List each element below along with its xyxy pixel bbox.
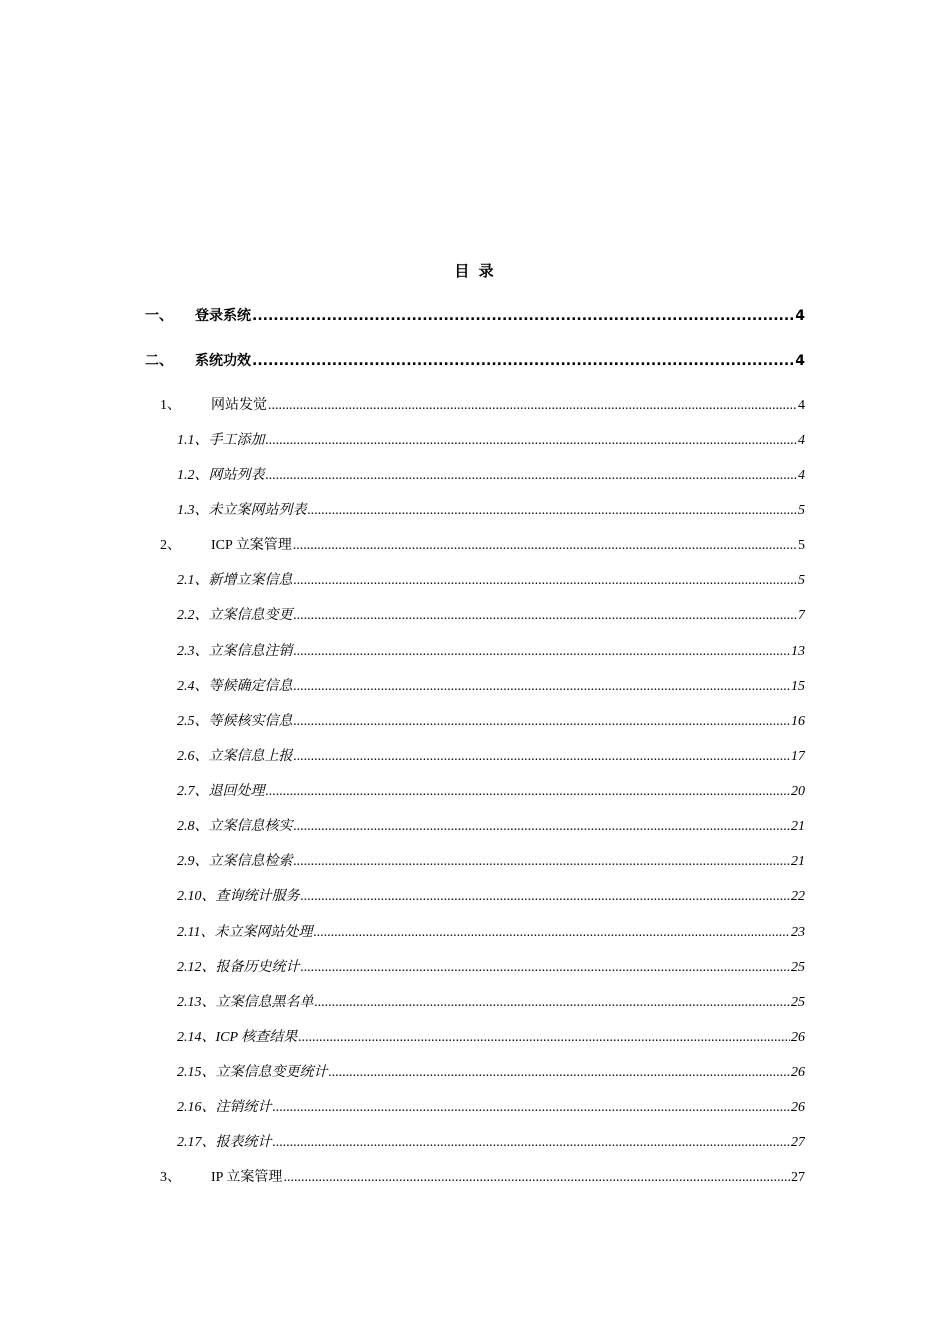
toc-entry-leader [211,1167,805,1189]
toc-entry-label: 2.13、立案信息黑名单 [177,995,314,1010]
dot-leader [266,781,791,803]
toc-entry[interactable] [0,1167,950,1189]
dot-leader [294,816,791,838]
toc-entry[interactable] [0,886,950,908]
toc-entry-leader [195,305,805,327]
toc-entry-leader [177,1062,805,1084]
toc-entry-leader [177,430,805,452]
dot-leader [273,1132,791,1154]
toc-entry-label: 2.6、立案信息上报 [177,749,293,764]
toc-entry[interactable] [0,535,950,557]
toc-entry-leader [177,992,805,1014]
toc-entry-number: 1、 [160,398,181,413]
toc-entry[interactable] [0,781,950,803]
toc-entry-page: 26 [791,1065,805,1080]
dot-leader [301,957,791,979]
toc-entry-number: 二、 [145,353,173,369]
toc-entry-leader [177,465,805,487]
toc-entry[interactable] [0,1027,950,1049]
toc-entry[interactable] [0,957,950,979]
toc-entry-page: 25 [791,995,805,1010]
toc-entry-leader [177,1097,805,1119]
toc-entry-page: 15 [791,679,805,694]
toc-entry-number: 3、 [160,1170,181,1185]
dot-leader [308,500,798,522]
toc-entry[interactable] [0,465,950,487]
toc-entry-number: 2、 [160,538,181,553]
dot-leader [301,886,791,908]
toc-entry-page: 4 [798,433,805,448]
toc-entry[interactable] [0,395,950,417]
toc-entry-leader [177,570,805,592]
toc-entry-label: 网站发觉 [211,398,267,413]
toc-entry-label: 系统功效 [195,353,251,369]
toc-entry-page: 26 [791,1100,805,1115]
toc-entry[interactable] [0,711,950,733]
toc-entry[interactable] [0,1132,950,1154]
toc-entry[interactable] [0,1062,950,1084]
toc-entry-leader [177,746,805,768]
toc-entry-label: 2.4、等候确定信息 [177,679,293,694]
dot-leader [294,851,791,873]
dot-leader [283,1167,790,1189]
toc-entry-leader [177,1027,805,1049]
toc-entry-page: 20 [791,784,805,799]
toc-entry-leader [177,781,805,803]
toc-entry-page: 23 [791,925,805,940]
toc-entry[interactable] [0,676,950,698]
toc-entry[interactable] [0,992,950,1014]
toc-entry[interactable] [0,816,950,838]
toc-entry-page: 17 [791,749,805,764]
toc-entry-label: IP 立案管理 [211,1170,283,1185]
toc-entry-label: 2.7、退回处理 [177,784,265,799]
toc-entry-leader [177,711,805,733]
toc-entry-label: 2.16、注销统计 [177,1100,272,1115]
toc-entry-leader [177,816,805,838]
toc-entry[interactable] [0,605,950,627]
toc-entry-page: 21 [791,854,805,869]
toc-entry-label: 2.11、未立案网站处理 [177,925,313,940]
toc-entry[interactable] [0,1097,950,1119]
toc-entry-page: 4 [798,398,805,413]
dot-leader [293,535,797,557]
toc-entry-leader [177,886,805,908]
toc-entry-label: 2.14、ICP 核查结果 [177,1030,298,1045]
toc-entry-label: 1.2、网站列表 [177,468,265,483]
toc-entry-label: 2.5、等候核实信息 [177,714,293,729]
toc-entry[interactable] [0,922,950,944]
toc-entry-number: 一、 [145,308,173,324]
toc-entry-label: 登录系统 [195,308,251,324]
toc-entry-page: 22 [791,889,805,904]
toc-entry[interactable] [0,500,950,522]
toc-entry-page: 5 [798,503,805,518]
toc-entry[interactable] [0,350,950,372]
toc-entry-leader [177,500,805,522]
toc-entry-page: 5 [798,573,805,588]
toc-entry-label: 2.1、新增立案信息 [177,573,293,588]
toc-entry-page: 21 [791,819,805,834]
dot-leader [298,1027,790,1049]
dot-leader [273,1097,791,1119]
toc-entry[interactable] [0,641,950,663]
toc-entry-label: 2.15、立案信息变更统计 [177,1065,328,1080]
dot-leader [294,746,791,768]
toc-entry-page: 7 [798,608,805,623]
toc-entry-label: 2.9、立案信息检索 [177,854,293,869]
dot-leader [266,465,798,487]
dot-leader [313,922,790,944]
toc-entry-page: 27 [791,1170,805,1185]
toc-entry[interactable] [0,746,950,768]
dot-leader [294,676,791,698]
toc-entry-label: 2.17、报表统计 [177,1135,272,1150]
toc-entry[interactable] [0,851,950,873]
dot-leader [252,305,794,327]
dot-leader [315,992,791,1014]
toc-entry-label: 1.3、未立案网站列表 [177,503,307,518]
toc-entry-label: 2.8、立案信息核实 [177,819,293,834]
dot-leader [329,1062,791,1084]
toc-entry-page: 4 [795,308,805,324]
toc-entry-page: 27 [791,1135,805,1150]
toc-entry-label: 1.1、手工添加 [177,433,265,448]
toc-entry-label: 2.10、查询统计服务 [177,889,300,904]
toc-entry[interactable] [0,570,950,592]
toc-title: 目 录 [454,262,496,280]
toc-entry-leader [177,957,805,979]
toc-entry-leader [177,641,805,663]
toc-entry-leader [211,395,805,417]
toc-entry-label: 2.12、报备历史统计 [177,960,300,975]
dot-leader [294,641,791,663]
toc-entry[interactable] [0,305,950,327]
toc-entry[interactable] [0,430,950,452]
dot-leader [252,350,794,372]
toc-entry-page: 5 [798,538,805,553]
toc-entry-leader [177,1132,805,1154]
toc-entry-leader [211,535,805,557]
toc-entry-label: 2.3、立案信息注销 [177,644,293,659]
toc-entry-leader [177,676,805,698]
toc-entry-label: ICP 立案管理 [211,538,292,553]
dot-leader [294,570,798,592]
toc-entry-page: 4 [795,353,805,369]
toc-entry-leader [177,605,805,627]
dot-leader [294,711,791,733]
dot-leader [294,605,798,627]
dot-leader [268,395,797,417]
toc-entry-leader [177,922,805,944]
toc-entry-page: 26 [791,1030,805,1045]
dot-leader [266,430,798,452]
toc-entry-page: 16 [791,714,805,729]
toc-entry-leader [195,350,805,372]
toc-entry-leader [177,851,805,873]
toc-entry-page: 4 [798,468,805,483]
toc-entry-page: 25 [791,960,805,975]
toc-entry-page: 13 [791,644,805,659]
toc-entry-label: 2.2、立案信息变更 [177,608,293,623]
